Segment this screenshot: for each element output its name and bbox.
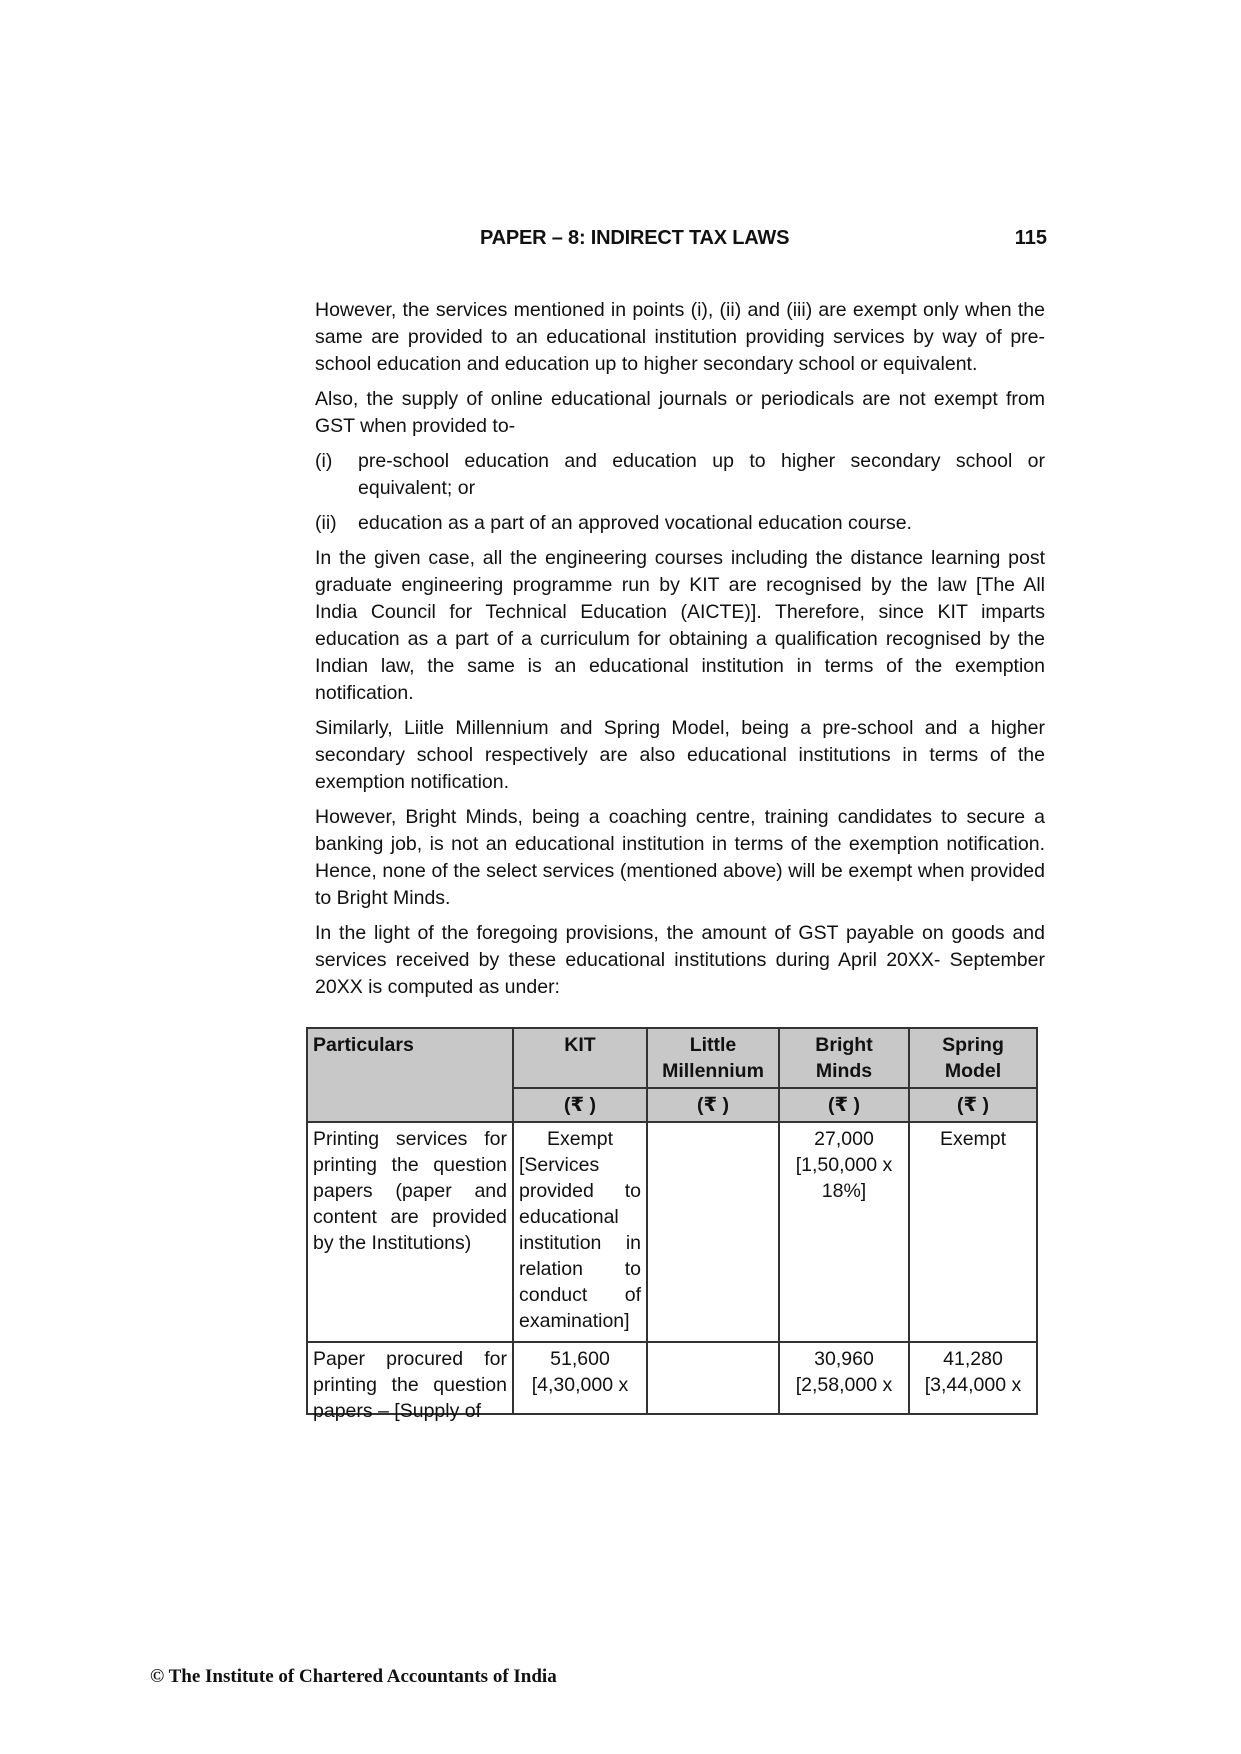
copyright-footer: © The Institute of Chartered Accountants of India <box>150 1666 557 1687</box>
table-row <box>307 1122 1037 1342</box>
little-millennium-cell <box>647 1122 779 1342</box>
table-row <box>307 1342 1037 1414</box>
currency-unit: (₹ ) <box>779 1088 909 1122</box>
bright-minds-value: 30,960 <box>814 1348 874 1370</box>
kit-cell <box>513 1122 647 1342</box>
page-number: 115 <box>1014 227 1047 249</box>
bright-minds-value: 27,000 <box>814 1128 874 1150</box>
bright-minds-cell <box>779 1122 909 1342</box>
row-particulars <box>307 1342 513 1422</box>
bright-minds-note: [1,50,000 x 18%] <box>795 1154 893 1202</box>
paper-title: PAPER – 8: INDIRECT TAX LAWS <box>480 227 790 249</box>
body-text <box>315 297 1045 1009</box>
spring-model-note: [3,44,000 x <box>924 1374 1022 1396</box>
list-item <box>315 448 1045 502</box>
header-particulars: Particulars <box>307 1028 513 1122</box>
list-item <box>315 510 1045 537</box>
kit-note: [4,30,000 x <box>531 1374 629 1396</box>
currency-unit: (₹ ) <box>909 1088 1037 1122</box>
spring-model-cell <box>909 1342 1037 1414</box>
header-bright-minds: Bright Minds <box>779 1028 909 1088</box>
little-millennium-cell <box>647 1342 779 1414</box>
paragraph: In the light of the foregoing provisions, the amount of GST payable on goods and services received by these educational institutions during April 20XX- September 20XX is computed as under: <box>315 922 1045 998</box>
paragraph: In the given case, all the engineering courses including the distance learning post graduate engineering programme run by KIT are recognised by the law [The All India Council for Technical Education (AICTE)]. Therefore, since KIT imparts education as a part of a curriculum for obtaining a qualification recognised by the Indian law, the same is an educational institution in terms of the exemption notification. <box>315 547 1045 704</box>
page-header <box>315 227 1047 255</box>
header-little-millennium: Little Millennium <box>647 1028 779 1088</box>
spring-model-value: 41,280 <box>943 1348 1003 1370</box>
paragraph: However, Bright Minds, being a coaching centre, training candidates to secure a banking job, is not an educational institution in terms of the exemption notification. Hence, none of the select services (mentioned above) will be exempt when provided to Bright Minds. <box>315 806 1045 909</box>
paragraph: However, the services mentioned in points (i), (ii) and (iii) are exempt only when the same are provided to an educational institution providing services by way of pre-school education and education up to higher secondary school or equivalent. <box>315 299 1045 375</box>
header-spring-model: Spring Model <box>909 1028 1037 1088</box>
list-item-number: (i) <box>315 450 333 472</box>
kit-value: 51,600 <box>550 1348 610 1370</box>
currency-unit: (₹ ) <box>647 1088 779 1122</box>
list-item-text: pre-school education and education up to higher secondary school or equivalent; or <box>358 450 1045 499</box>
table-header-row <box>307 1028 1037 1088</box>
currency-unit: (₹ ) <box>513 1088 647 1122</box>
row-particulars-text: Paper procured for printing the question papers – [Supply of <box>313 1348 507 1422</box>
spring-model-value: Exempt <box>939 1128 1007 1150</box>
list-item-text: education as a part of an approved vocational education course. <box>358 512 912 534</box>
kit-cell <box>513 1342 647 1414</box>
header-kit: KIT <box>513 1028 647 1088</box>
bright-minds-cell <box>779 1342 909 1414</box>
row-particulars: Printing services for printing the question papers (paper and content are provided by the Institutions) <box>307 1122 513 1342</box>
kit-note: [Services provided to educational institution in relation to conduct of examination] <box>519 1154 641 1332</box>
gst-computation-table <box>306 1027 1038 1422</box>
kit-value: Exempt <box>546 1128 614 1150</box>
list-item-number: (ii) <box>315 512 337 534</box>
paragraph: Similarly, Liitle Millennium and Spring Model, being a pre-school and a higher secondary school respectively are also educational institutions in terms of the exemption notification. <box>315 717 1045 793</box>
bright-minds-note: [2,58,000 x <box>795 1374 893 1396</box>
paragraph: Also, the supply of online educational journals or periodicals are not exempt from GST when provided to- <box>315 388 1045 437</box>
spring-model-cell <box>909 1122 1037 1342</box>
